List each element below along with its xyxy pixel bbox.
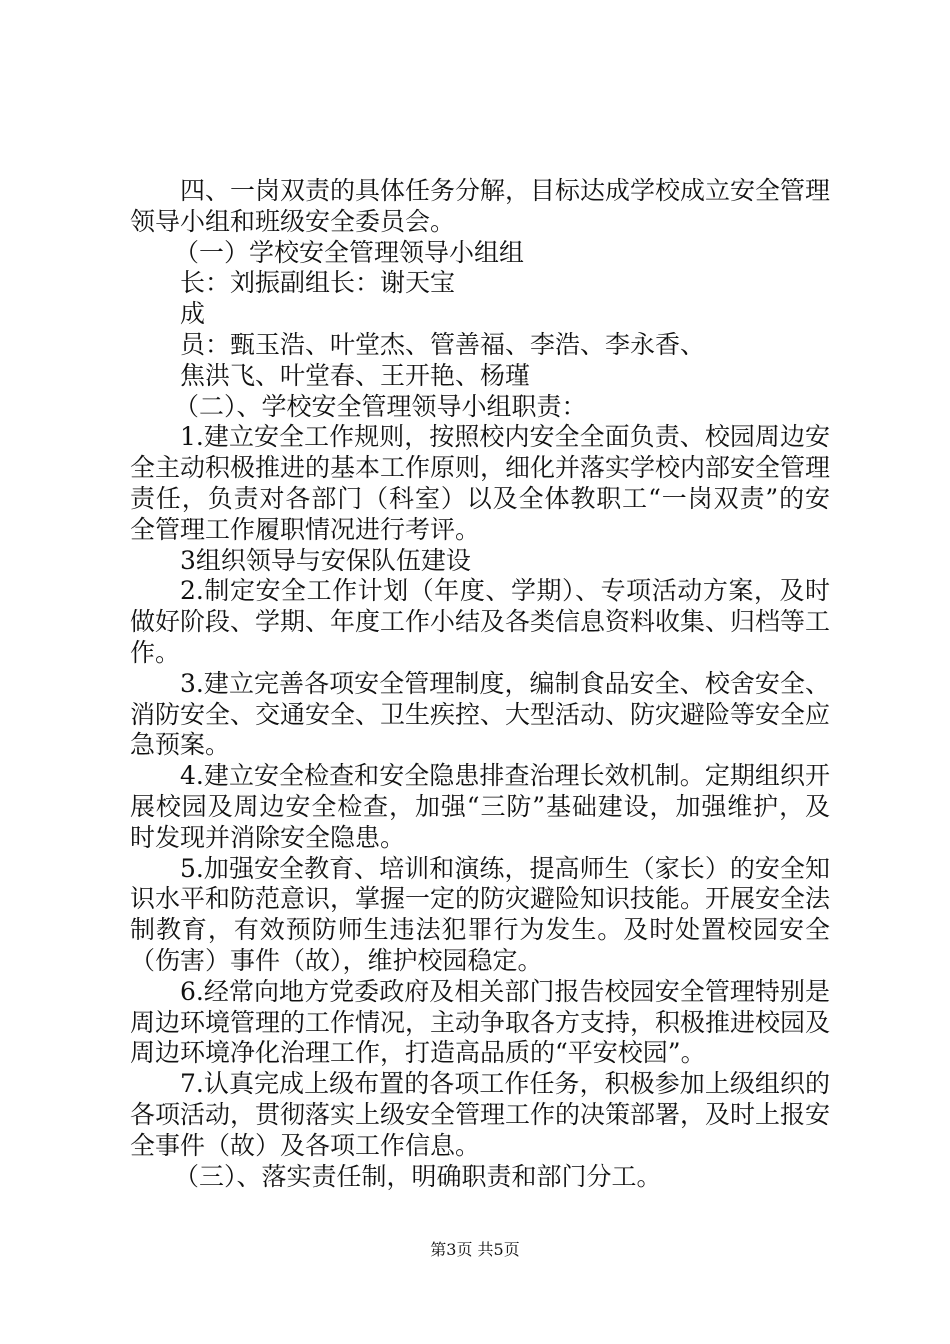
subheading-leadership-group: （一）学校安全管理领导小组组 — [174, 237, 525, 267]
page-number-footer: 第3页 共5页 — [430, 1240, 520, 1259]
note-line: 3组织领导与安保队伍建设 — [180, 545, 471, 575]
leader-line: 长：刘振副组长：谢天宝 — [180, 268, 456, 298]
duty-item-1: 1.建立安全工作规则，按照校内安全全面负责、校园周边安全主动积极推进的基本工作原则，细化并落实学校内部安全管理责任，负责对各部门（科室）以及全体教职工“一岗双责”的安全管理工作履职情况进行考评。 — [130, 422, 831, 544]
duty-item-2: 2.制定安全工作计划（年度、学期）、专项活动方案，及时做好阶段、学期、年度工作小结及各类信息资料收集、归档等工作。 — [130, 576, 831, 667]
members-label: 成 — [180, 299, 206, 329]
duty-item-4: 4.建立安全检查和安全隐患排查治理长效机制。定期组织开展校园及周边安全检查，加强“三防”基础建设，加强维护，及时发现并消除安全隐患。 — [130, 761, 830, 852]
duty-item-7: 7.认真完成上级布置的各项工作任务，积极参加上级组织的各项活动，贯彻落实上级安全管理工作的决策部署，及时上报安全事件（故）及各项工作信息。 — [130, 1069, 831, 1160]
members-line-1: 员：甄玉浩、叶堂杰、管善福、李浩、李永香、 — [180, 329, 706, 359]
duty-item-3: 3.建立完善各项安全管理制度，编制食品安全、校舍安全、消防安全、交通安全、卫生疾控、大型活动、防灾避险等安全应急预案。 — [130, 668, 831, 760]
document-body — [130, 176, 830, 1192]
duty-item-5: 5.加强安全教育、培训和演练，提高师生（家长）的安全知识水平和防范意识，掌握一定的防灾避险知识技能。开展安全法制教育，有效预防师生违法犯罪行为发生。及时处置校园安全（伤害）事件（故），维护校园稳定。 — [130, 853, 831, 975]
subheading-duties: （二）、学校安全管理领导小组职责： — [174, 391, 587, 421]
members-line-2: 焦洪飞、叶堂春、王开艳、杨瑾 — [180, 360, 531, 390]
subheading-responsibility: （三）、落实责任制，明确职责和部门分工。 — [174, 1161, 662, 1191]
section-heading-four: 四、一岗双责的具体任务分解，目标达成学校成立安全管理领导小组和班级安全委员会。 — [130, 176, 831, 236]
duty-item-6: 6.经常向地方党委政府及相关部门报告校园安全管理特别是周边环境管理的工作情况，主动争取各方支持，积极推进校园及周边环境净化治理工作，打造高品质的“平安校园”。 — [130, 976, 831, 1068]
